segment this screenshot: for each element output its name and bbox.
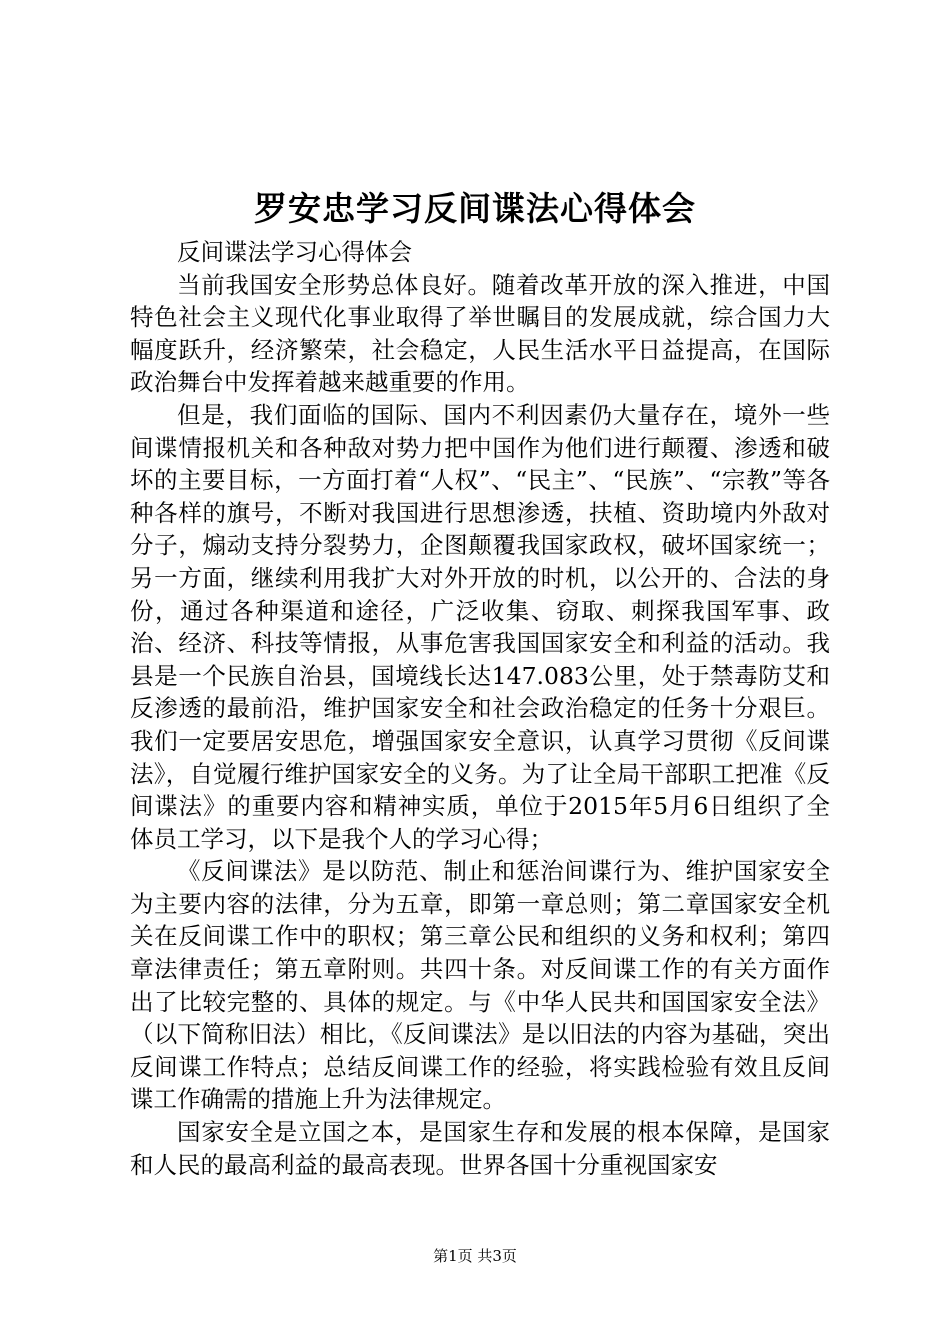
- body-paragraph: 国家安全是立国之本，是国家生存和发展的根本保障，是国家和人民的最高利益的最高表现。世界各国十分重视国家安: [130, 1118, 830, 1179]
- body-paragraph: 《反间谍法》是以防范、制止和惩治间谍行为、维护国家安全为主要内容的法律，分为五章，即第一章总则；第二章国家安全机关在反间谍工作中的职权；第三章公民和组织的义务和权利；第四章法律责任；第五章附则。共四十条。对反间谍工作的有关方面作出了比较完整的、具体的规定。与《中华人民共和国国家安全法》（以下简称旧法）相比，《反间谍法》是以旧法的内容为基础，突出反间谍工作特点；总结反间谍工作的经验，将实践检验有效且反间谍工作确需的措施上升为法律规定。: [130, 857, 830, 1114]
- body-paragraph: 反间谍法学习心得体会: [177, 238, 412, 266]
- page-number-footer: 第1页 共3页: [433, 1247, 517, 1265]
- document-body: [130, 236, 830, 1181]
- document-title: 罗安忠学习反间谍法心得体会: [254, 189, 696, 228]
- body-paragraph: 当前我国安全形势总体良好。随着改革开放的深入推进，中国特色社会主义现代化事业取得了举世瞩目的发展成就，综合国力大幅度跃升，经济繁荣，社会稳定，人民生活水平日益提高，在国际政治舞台中发挥着越来越重要的作用。: [130, 270, 830, 397]
- body-paragraph: 但是，我们面临的国际、国内不利因素仍大量存在，境外一些间谍情报机关和各种敌对势力把中国作为他们进行颠覆、渗透和破坏的主要目标，一方面打着“人权”、“民主”、“民族”、“宗教”等各种各样的旗号，不断对我国进行思想渗透，扶植、资助境内外敌对分子，煽动支持分裂势力，企图颠覆我国家政权，破坏国家统一；另一方面，继续利用我扩大对外开放的时机，以公开的、合法的身份，通过各种渠道和途径，广泛收集、窃取、刺探我国军事、政治、经济、科技等情报，从事危害我国国家安全和利益的活动。我县是一个民族自治县，国境线长达147.083公里，处于禁毒防艾和反渗透的最前沿，维护国家安全和社会政治稳定的任务十分艰巨。我们一定要居安思危，增强国家安全意识，认真学习贯彻《反间谍法》，自觉履行维护国家安全的义务。为了让全局干部职工把准《反间谍法》的重要内容和精神实质，单位于2015年5月6日组织了全体员工学习，以下是我个人的学习心得；: [130, 400, 830, 853]
